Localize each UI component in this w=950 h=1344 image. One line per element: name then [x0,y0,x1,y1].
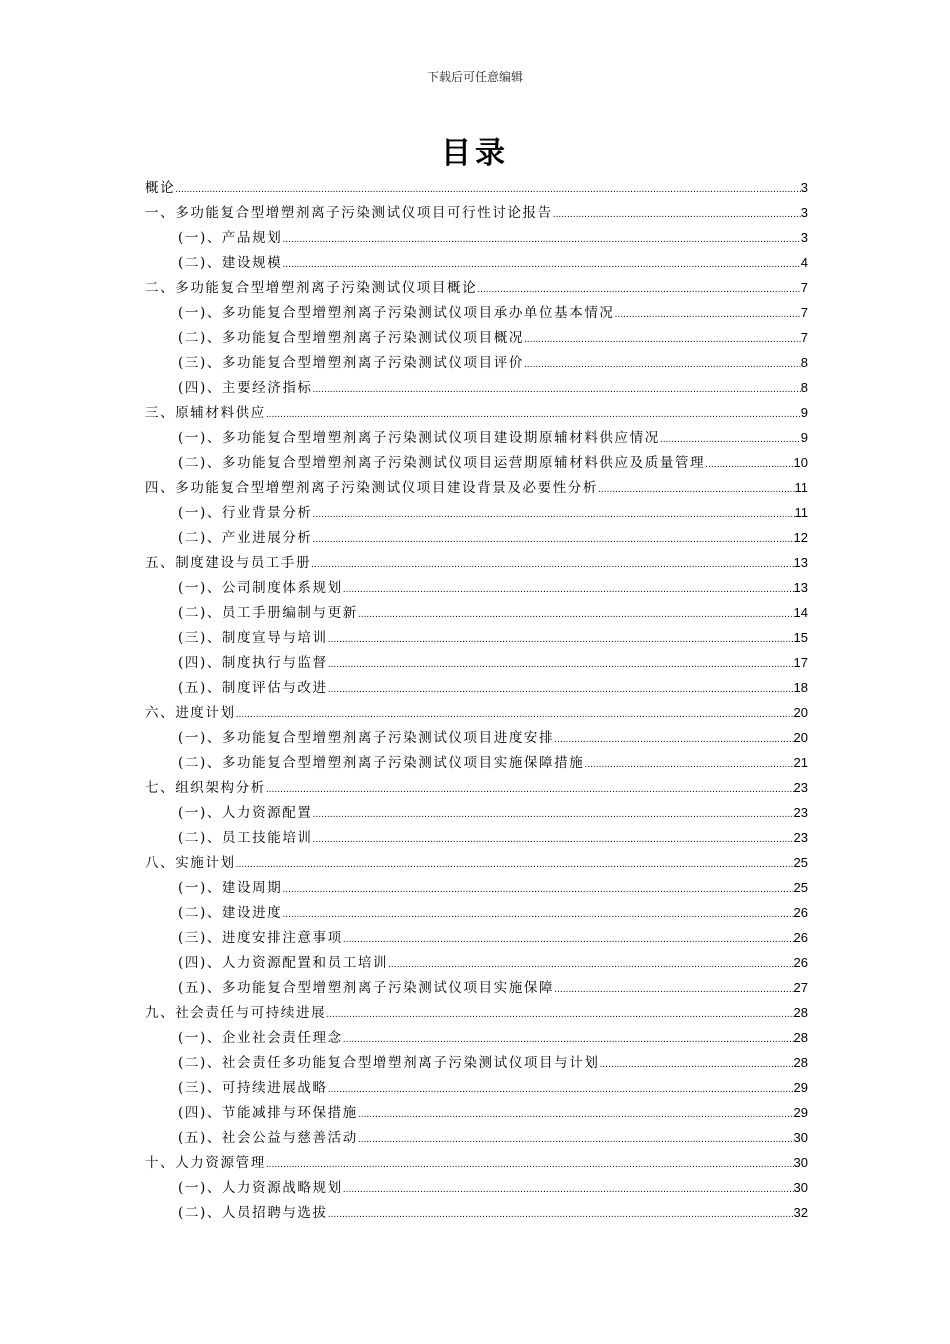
toc-dot-leader [313,826,794,853]
toc-dot-leader [313,801,794,828]
toc-dot-leader [358,1101,794,1128]
toc-entry[interactable] [145,625,808,650]
toc-entry[interactable] [145,425,808,450]
toc-dot-leader [328,1201,794,1228]
toc-page-number: 9 [800,405,808,420]
toc-entry-title: 五、制度建设与员工手册 [145,555,312,571]
toc-entry[interactable] [145,325,808,350]
toc-page-number: 32 [793,1205,808,1220]
toc-entry[interactable] [145,1100,808,1125]
toc-entry[interactable] [145,1125,808,1150]
toc-entry-title: (三)、进度安排注意事项 [178,930,343,946]
toc-dot-leader [313,526,794,553]
toc-entry-title: (二)、建设规模 [178,255,283,271]
toc-page-number: 8 [800,355,808,370]
toc-dot-leader [343,1176,794,1203]
toc-page-number: 7 [800,305,808,320]
toc-entry-title: (四)、制度执行与监督 [178,655,328,671]
toc-entry[interactable] [145,1075,808,1100]
toc-page-number: 23 [793,805,808,820]
toc-page-number: 21 [793,755,808,770]
toc-dot-leader [343,1026,794,1053]
toc-entry[interactable] [145,900,808,925]
toc-page-number: 9 [800,430,808,445]
toc-dot-leader [266,1151,794,1178]
toc-dot-leader [175,176,801,203]
toc-page-number: 10 [793,455,808,470]
toc-entry[interactable] [145,650,808,675]
toc-dot-leader [236,701,794,728]
toc-dot-leader [615,301,801,328]
toc-dot-leader [524,351,801,378]
toc-page-number: 20 [793,730,808,745]
toc-dot-leader [282,251,800,278]
toc-entry[interactable] [145,1175,808,1200]
toc-entry-title: (一)、公司制度体系规划 [178,580,343,596]
toc-entry[interactable] [145,175,808,200]
toc-dot-leader [553,201,801,228]
toc-entry-title: (二)、多功能复合型增塑剂离子污染测试仪项目运营期原辅材料供应及质量管理 [178,455,706,471]
toc-dot-leader [343,926,794,953]
toc-entry-title: 三、原辅材料供应 [145,405,266,421]
toc-entry[interactable] [145,775,808,800]
toc-entry-title: (二)、多功能复合型增塑剂离子污染测试仪项目实施保障措施 [178,755,585,771]
toc-dot-leader [599,1051,793,1078]
toc-entry[interactable] [145,725,808,750]
toc-entry-title: (一)、多功能复合型增塑剂离子污染测试仪项目进度安排 [178,730,555,746]
toc-entry-title: (二)、社会责任多功能复合型增塑剂离子污染测试仪项目与计划 [178,1055,600,1071]
toc-page-number: 20 [793,705,808,720]
toc-dot-leader [326,1001,793,1028]
toc-entry[interactable] [145,875,808,900]
toc-entry-title: (二)、建设进度 [178,905,283,921]
toc-dot-leader [343,576,794,603]
toc-entry-title: (二)、员工技能培训 [178,830,313,846]
toc-entry-title: (三)、多功能复合型增塑剂离子污染测试仪项目评价 [178,355,524,371]
toc-entry-title: (一)、行业背景分析 [178,505,313,521]
toc-entry-title: (一)、企业社会责任理念 [178,1030,343,1046]
toc-dot-leader [282,876,793,903]
toc-dot-leader [554,726,793,753]
toc-entry[interactable] [145,975,808,1000]
toc-entry[interactable] [145,800,808,825]
toc-entry-title: 八、实施计划 [145,855,236,871]
toc-page-number: 23 [793,830,808,845]
toc-entry-title: 九、社会责任与可持续进展 [145,1005,327,1021]
toc-page-number: 18 [793,680,808,695]
toc-dot-leader [554,976,793,1003]
toc-page-number: 3 [800,180,808,195]
toc-entry-title: (四)、人力资源配置和员工培训 [178,955,389,971]
toc-page-number: 27 [793,980,808,995]
toc-dot-leader [705,451,793,478]
toc-dot-leader [313,376,801,403]
toc-entry-title: 概论 [145,180,176,196]
toc-entry[interactable] [145,850,808,875]
toc-dot-leader [266,401,801,428]
toc-page-number: 30 [793,1130,808,1145]
toc-entry-title: 一、多功能复合型增塑剂离子污染测试仪项目可行性讨论报告 [145,205,553,221]
toc-page-number: 15 [793,630,808,645]
toc-page-number: 26 [793,930,808,945]
toc-entry[interactable] [145,275,808,300]
toc-entry[interactable] [145,225,808,250]
toc-page-number: 26 [793,955,808,970]
toc-entry-title: 四、多功能复合型增塑剂离子污染测试仪项目建设背景及必要性分析 [145,480,598,496]
toc-entry-title: (三)、可持续进展战略 [178,1080,328,1096]
toc-page-number: 30 [793,1155,808,1170]
toc-page-number: 25 [793,855,808,870]
toc-page-number: 7 [800,330,808,345]
toc-entry[interactable] [145,400,808,425]
toc-page-number: 3 [800,205,808,220]
toc-dot-leader [358,601,794,628]
toc-entry-title: 六、进度计划 [145,705,236,721]
toc-entry[interactable] [145,200,808,225]
toc-entry-title: (一)、建设周期 [178,880,283,896]
toc-entry[interactable] [145,675,808,700]
toc-page-number: 25 [793,880,808,895]
toc-entry[interactable] [145,300,808,325]
toc-page-number: 29 [793,1105,808,1120]
toc-entry-title: 十、人力资源管理 [145,1155,266,1171]
toc-page-number: 3 [800,230,808,245]
toc-entry-title: (五)、社会公益与慈善活动 [178,1130,358,1146]
page-header: 下载后可任意编辑 [426,70,523,84]
toc-entry-title: 七、组织架构分析 [145,780,266,796]
toc-entry-title: (四)、主要经济指标 [178,380,313,396]
toc-entry[interactable] [145,500,808,525]
toc-dot-leader [282,226,800,253]
toc-entry[interactable] [145,950,808,975]
toc-dot-leader [584,751,793,778]
toc-entry[interactable] [145,1200,808,1225]
toc-entry[interactable] [145,1150,808,1175]
toc-entry[interactable] [145,350,808,375]
toc-dot-leader [311,551,793,578]
toc-page-number: 7 [800,280,808,295]
toc-page-number: 23 [793,780,808,795]
toc-dot-leader [388,951,793,978]
toc-entry-title: (二)、员工手册编制与更新 [178,605,358,621]
toc-entry-title: (一)、多功能复合型增塑剂离子污染测试仪项目建设期原辅材料供应情况 [178,430,660,446]
toc-entry[interactable] [145,450,808,475]
toc-entry[interactable] [145,825,808,850]
toc-page-number: 11 [794,480,808,495]
toc-dot-leader [524,326,801,353]
toc-entry-title: (五)、多功能复合型增塑剂离子污染测试仪项目实施保障 [178,980,555,996]
toc-entry-title: (二)、人员招聘与选拔 [178,1205,328,1221]
toc-entry-title: 二、多功能复合型增塑剂离子污染测试仪项目概论 [145,280,478,296]
toc-page-number: 8 [800,380,808,395]
toc-entry[interactable] [145,250,808,275]
toc-entry-title: (二)、产业进展分析 [178,530,313,546]
toc-entry-title: (一)、产品规划 [178,230,283,246]
toc-page-number: 13 [793,555,808,570]
toc-entry[interactable] [145,475,808,500]
toc-entry-title: (一)、人力资源战略规划 [178,1180,343,1196]
toc-entry[interactable] [145,550,808,575]
toc-page-number: 4 [800,255,808,270]
toc-dot-leader [266,776,794,803]
toc-page-number: 28 [793,1005,808,1020]
toc-entry[interactable] [145,375,808,400]
toc-entry[interactable] [145,1025,808,1050]
toc-dot-leader [477,276,801,303]
toc-dot-leader [313,501,795,528]
toc-entry[interactable] [145,1000,808,1025]
toc-entry-title: (二)、多功能复合型增塑剂离子污染测试仪项目概况 [178,330,524,346]
toc-entry[interactable] [145,575,808,600]
toc-entry[interactable] [145,925,808,950]
toc-dot-leader [328,676,794,703]
toc-page-number: 14 [793,605,808,620]
toc-entry[interactable] [145,525,808,550]
toc-page-number: 13 [793,580,808,595]
toc-dot-leader [328,626,794,653]
toc-dot-leader [358,1126,794,1153]
toc-entry[interactable] [145,700,808,725]
toc-page-number: 28 [793,1030,808,1045]
toc-page-number: 29 [793,1080,808,1095]
toc-page-number: 26 [793,905,808,920]
toc-entry-title: (三)、制度宣导与培训 [178,630,328,646]
toc-dot-leader [328,651,794,678]
toc-dot-leader [236,851,794,878]
toc-page-number: 11 [794,505,808,520]
toc-entry-title: (一)、多功能复合型增塑剂离子污染测试仪项目承办单位基本情况 [178,305,615,321]
table-of-contents [145,175,808,1225]
toc-page-number: 30 [793,1180,808,1195]
toc-dot-leader [328,1076,794,1103]
toc-entry[interactable] [145,1050,808,1075]
toc-entry[interactable] [145,600,808,625]
toc-dot-leader [660,426,801,453]
toc-title: 目录 [441,136,509,171]
toc-entry-title: (五)、制度评估与改进 [178,680,328,696]
toc-page-number: 28 [793,1055,808,1070]
toc-page-number: 17 [793,655,808,670]
toc-dot-leader [598,476,795,503]
toc-entry[interactable] [145,750,808,775]
toc-entry-title: (一)、人力资源配置 [178,805,313,821]
toc-dot-leader [282,901,793,928]
toc-page-number: 12 [793,530,808,545]
toc-entry-title: (四)、节能减排与环保措施 [178,1105,358,1121]
